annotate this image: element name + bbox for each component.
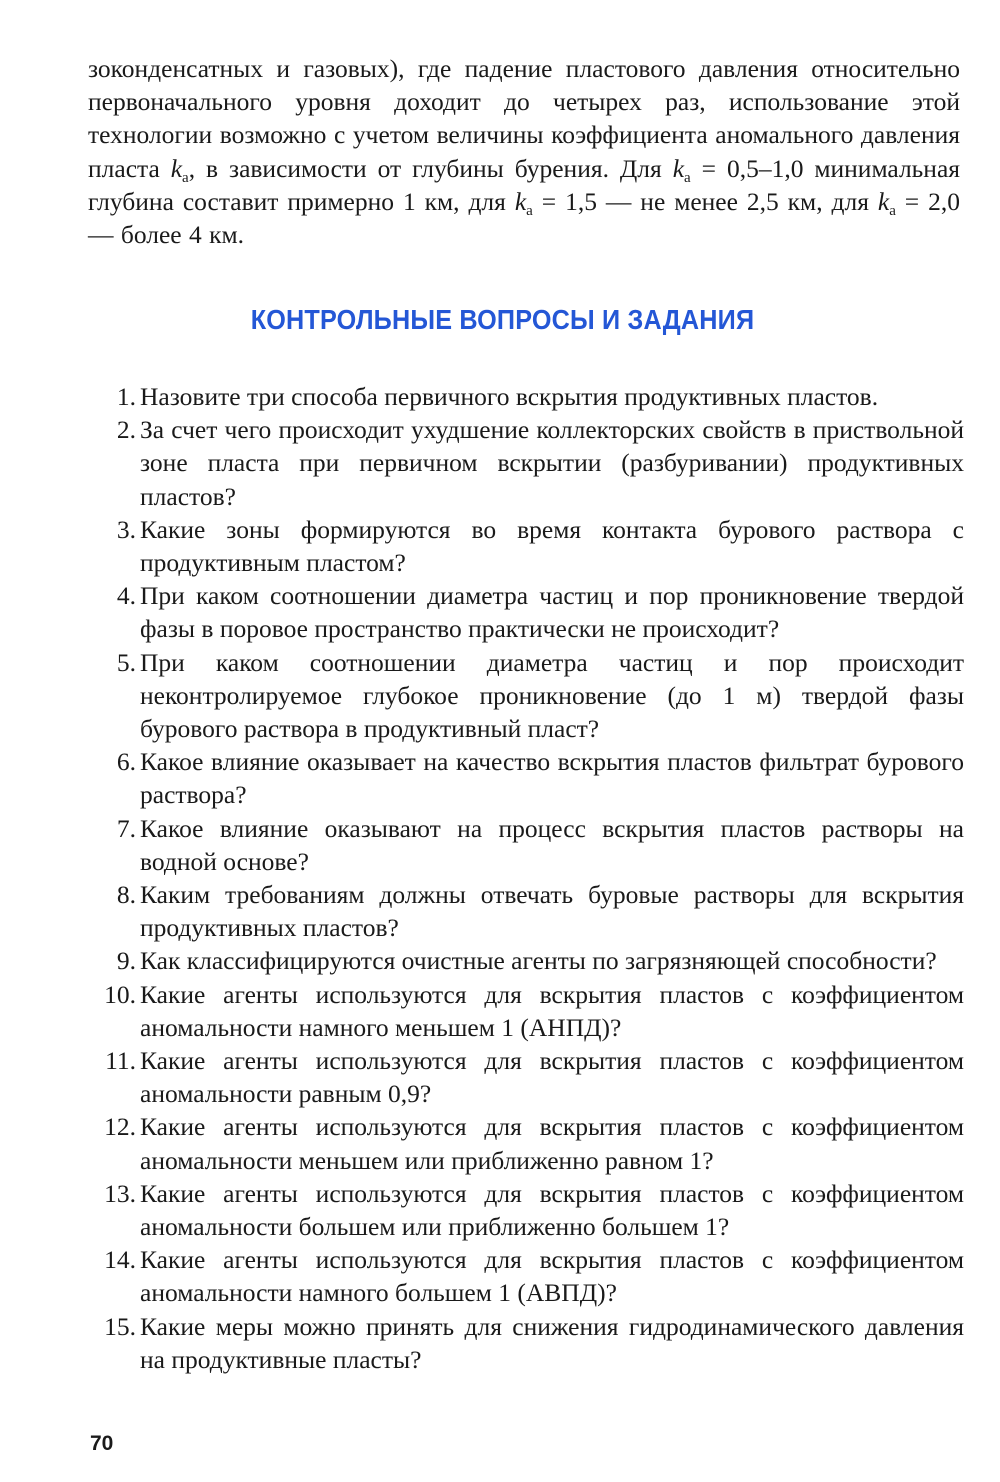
question-item bbox=[90, 579, 964, 645]
intro-text-1: зоконденсатных и газовых), где падение пластового давления относительно первоначального уровня доходит до четырех раз, использование этой технологии возможно с учетом величины коэффициента аномального давления пласта bbox=[88, 54, 960, 183]
question-number: 2. bbox=[116, 415, 136, 445]
question-text: Какое влияние оказывают на процесс вскрытия пластов растворы на водной основе? bbox=[140, 813, 964, 876]
question-number: 1. bbox=[116, 382, 136, 411]
intro-text-3: = 0,5–1,0 минимальная глубина составит примерно 1 км, для bbox=[88, 153, 961, 216]
question-number: 3. bbox=[116, 514, 136, 544]
k-a-symbol: $k_а$ bbox=[514, 186, 533, 219]
question-item bbox=[90, 646, 964, 746]
question-number: 12. bbox=[104, 1112, 136, 1142]
page-number: 70 bbox=[90, 1432, 114, 1455]
question-text: При каком соотношении диаметра частиц и пор происходит неконтролируемое глубокое проникновение (до 1 м) твердой фазы бурового раствора в продуктивный пласт? bbox=[140, 647, 964, 744]
question-text: Какие агенты используются для вскрытия пластов с коэффициентом аномальности намного меньшем 1 (АНПД)? bbox=[140, 979, 964, 1042]
question-item bbox=[90, 878, 964, 944]
question-text: Как классифицируются очистные агенты по загрязняющей способности? bbox=[140, 946, 937, 976]
question-number: 4. bbox=[116, 581, 136, 611]
question-number: 11. bbox=[105, 1046, 136, 1076]
question-item bbox=[90, 380, 964, 413]
question-item bbox=[90, 1177, 964, 1243]
question-item bbox=[90, 1243, 964, 1309]
question-number: 9. bbox=[116, 946, 136, 976]
question-number: 15. bbox=[104, 1311, 136, 1341]
intro-text-2: , в зависимости от глубины бурения. Для bbox=[188, 153, 673, 183]
intro-paragraph bbox=[88, 52, 960, 251]
question-number: 5. bbox=[116, 647, 136, 677]
question-item bbox=[90, 413, 964, 513]
question-number: 14. bbox=[104, 1245, 136, 1275]
k-a-symbol: $k_а$ bbox=[672, 153, 691, 186]
question-text: При каком соотношении диаметра частиц и пор проникновение твердой фазы в поровое пространство практически не происходит? bbox=[140, 581, 964, 644]
questions-list bbox=[90, 380, 964, 1376]
question-text: Какие меры можно принять для снижения гидродинамического давления на продуктивные пласты? bbox=[140, 1311, 964, 1374]
question-text: Какое влияние оказывает на качество вскрытия пластов фильтрат бурового раствора? bbox=[140, 747, 964, 810]
question-item bbox=[90, 978, 964, 1044]
k-a-symbol: $k_а$ bbox=[170, 153, 189, 186]
question-number: 7. bbox=[116, 813, 136, 843]
question-number: 8. bbox=[116, 880, 136, 910]
question-item bbox=[90, 812, 964, 878]
question-text: Какие агенты используются для вскрытия пластов с коэффициентом аномальности меньшем или приближенно равном 1? bbox=[140, 1112, 964, 1175]
question-item bbox=[90, 1110, 964, 1176]
question-item bbox=[90, 1310, 964, 1376]
section-title: КОНТРОЛЬНЫЕ ВОПРОСЫ И ЗАДАНИЯ bbox=[250, 304, 755, 335]
question-text: Назовите три способа первичного вскрытия продуктивных пластов. bbox=[140, 382, 879, 411]
question-item bbox=[90, 1044, 964, 1110]
question-text: Какие агенты используются для вскрытия пластов с коэффициентом аномальности равным 0,9? bbox=[140, 1046, 964, 1109]
question-item bbox=[90, 944, 964, 977]
question-number: 13. bbox=[104, 1178, 136, 1208]
intro-text-4: = 1,5 — не менее 2,5 км, для bbox=[532, 186, 878, 216]
question-item bbox=[90, 745, 964, 811]
question-text: Какие агенты используются для вскрытия пластов с коэффициентом аномальности большем или приближенно большем 1? bbox=[140, 1178, 964, 1242]
question-text: За счет чего происходит ухудшение коллекторских свойств в приствольной зоне пласта при первичном вскрытии (разбуривании) продуктивных пластов? bbox=[140, 415, 964, 511]
question-text: Какие зоны формируются во время контакта бурового раствора с продуктивным пластом? bbox=[140, 514, 964, 578]
question-text: Каким требованиям должны отвечать буровые растворы для вскрытия продуктивных пластов? bbox=[140, 880, 964, 943]
question-text: Какие агенты используются для вскрытия пластов с коэффициентом аномальности намного большем 1 (АВПД)? bbox=[140, 1245, 964, 1308]
question-number: 6. bbox=[116, 747, 136, 777]
k-a-symbol: $k_а$ bbox=[877, 186, 896, 219]
intro-text-5: = 2,0 — более 4 км. bbox=[88, 186, 960, 250]
question-number: 10. bbox=[104, 979, 136, 1009]
question-item bbox=[90, 513, 964, 579]
